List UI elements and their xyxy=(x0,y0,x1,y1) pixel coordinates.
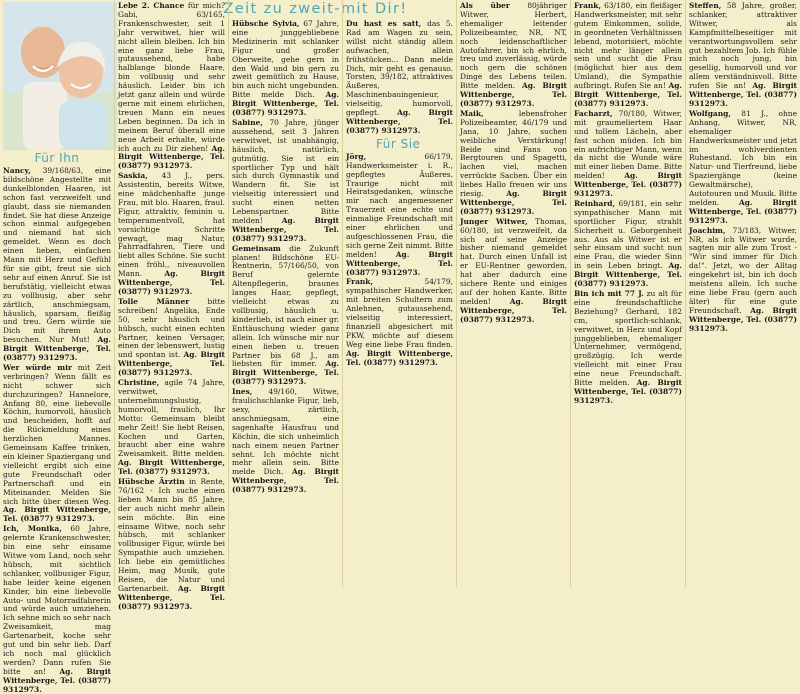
ad-lead: Frank, xyxy=(574,1,602,10)
ad-contact: Ag. Birgit Wittenberge, Tel. (03877) 9312973. xyxy=(574,261,682,289)
ad-text: agile 74 Jahre, verwitwet, unternehmungslustig, humorvoll, fraulich, Ihr Motto: Gemeinsam bleibt mehr Zeit! Sie liebt Reisen, Kochen und Garten, braucht aber eine wahre Zweisamkeit. Bitte melden. xyxy=(118,378,225,459)
ad-item xyxy=(3,364,111,524)
ad-lead: Als über xyxy=(460,1,510,10)
ad-lead: Nancy, xyxy=(3,166,31,175)
ad-text: Thomas, 60/180, ist verzweifelt, da sich auf seine Anzeige bisher niemand gemeldet hat. Durch einen Unfall ist er EU-Rentner geworden, hat aber dadurch eine sichere Rente und einiges auf der hohen Kante. Bitte melden! xyxy=(460,216,567,306)
ad-item xyxy=(346,153,453,278)
ad-lead: Sabine, xyxy=(232,117,263,127)
column-2 xyxy=(114,0,228,611)
ad-text: das 5. Rad am Wagen zu sein, willst nicht ständig allein aufwachen, allein frühstücken... Dann melde Dich, mir geht es genauso. Torsten, 39/182, attraktives Äußeres, Maschinenbauingenieur, vielseitig, humorvoll, gepflegt. xyxy=(346,19,453,118)
ad-contact: Ag. Birgit Wittenberge, Tel. (03877) 9312973. xyxy=(574,171,682,199)
ad-text: 73/183, Witwer, NR, als ich Witwer wurde, sagten mir alle zum Trost - "Wir sind immer für Dich da!". Jetzt, wo der Alltag eingekehrt ist, bin ich doch meistens allein. Ich suche eine liebe Frau (gern auch älter) für eine gute Freundschaft. xyxy=(689,225,797,315)
ad-contact: Ag. Birgit Wittenberge, Tel. (03877) 9312973. xyxy=(232,215,339,243)
ad-contact: Ag. Birgit Wittenberge, Tel. (03877) 9312973. xyxy=(689,81,797,108)
ad-contact: Ag. Birgit Wittenberge, Tel. (03877) 9312973. xyxy=(118,350,225,378)
ad-item xyxy=(118,379,225,477)
ad-lead: Jörg, xyxy=(346,151,367,161)
ad-text: zu alt für eine freundschaftliche Beziehung? Gerhard, 182 cm, sportlich-schlank, verwitwet, in Herz und Kopf junggeblieben, ehemaliger Unternehmer, vermögend, großzügig. Ich werde vielleicht mit einer Frau eine neue Freundschaft. Bitte melden. xyxy=(574,289,682,388)
ad-contact: Ag. Birgit Wittenberge, Tel. (03877) 9312973. xyxy=(3,666,111,694)
ad-contact: Ag. Birgit Wittenberge, Tel. (03877) 9312973. xyxy=(232,467,339,495)
ad-text: 63/180, ein fleißiger Handwerksmeister, mit sehr gutem Einkommen, solide, in geordneten Verhältnissen lebend, motorisiert, möchte nicht mehr länger allein sein und sucht die Frau (möglichst hier aus dem Umland), die Sympathie aufbringt. Rufen Sie an! xyxy=(574,1,682,91)
ad-text: 70/180, Witwer, mit graumeliertem Haar und tollem Lächeln, aber fast schon müden. Ich bin ein aufrichtiger Mann, wenn da nicht die Wunde wäre mit einer lieben Dame. Bitte melden! xyxy=(574,108,682,181)
page-banner: Zeit zu zweit-mit Dir! xyxy=(223,1,408,17)
column-3 xyxy=(228,0,342,587)
ad-item xyxy=(3,525,111,694)
ad-contact: Ag. Birgit Wittenberge, Tel. (03877) 9312973. xyxy=(232,359,339,387)
ad-contact: Ag. Birgit Wittenberge, Tel. (03877) 9312973. xyxy=(118,583,225,611)
ad-lead: Gemeinsam xyxy=(232,243,281,253)
ad-lead: Saskia, xyxy=(118,171,148,181)
section-header-fuer-ihn: Für Ihn xyxy=(34,151,80,165)
ad-contact: Ag. Birgit Wittenberge, Tel. (03877) 9312973. xyxy=(118,458,225,477)
ad-text: 58 Jahre, großer, schlanker, attraktiver Witwer, als Kampfmittelbeseitiger mit verantwortungsvollem sehr gut bezahltem Job. Ich fühle mich noch jung, bin gesellig, humorvoll und vor allem verständnisvoll. Bitte rufen Sie an! xyxy=(689,1,797,91)
ad-lead: Hübsche Sylvia, xyxy=(232,19,300,28)
section-header-fuer-sie: Für Sie xyxy=(376,136,421,151)
ad-item xyxy=(574,110,682,199)
ad-lead: Hübsche Ärztin xyxy=(118,477,185,487)
ad-text: für mich? Gabi, 63/165, Frankenschwester, seit 1 Jahr verwitwet, hier will nicht allein bleiben. Ich bin eine ganz liebe Frau, gutaussehend, habe halblange blonde Haare, bin vollbusig und sehr häuslich. Leider bin ich jetzt ganz allein und würde gerne mit einem ehrlichen, treuen Mann ein neues Leben beginnen. Da ich in meinem Beruf überall eine neue Arbeit erhalte, würde ich auch zu Dir ziehen! xyxy=(118,1,225,153)
ad-contact: Ag. Birgit Wittenberge, Tel. (03877) 9312973. xyxy=(346,108,453,135)
ad-contact: Ag. Birgit Wittenberge, Tel. (03877) 9312973. xyxy=(3,335,111,363)
ad-lead: Frank, xyxy=(346,277,374,287)
ad-contact: Ag. Birgit Wittenberge, Tel. (03877) 9312973. xyxy=(574,81,682,108)
ad-contact: Ag. Birgit Wittenberge, Tel. (03877) 9312973. xyxy=(574,378,682,405)
ad-contact: Ag. Birgit Wittenberge, Tel. (03877) 9312973. xyxy=(689,305,797,333)
ad-text: 60 Jahre, gelernte Krankenschwester, bin eine sehr einsame Witwe vom Land, noch sehr hübsch, mit sichtlich schlanker, vollbusiger Figur, habe leider keine eigenen Kinder, bin eine liebevolle Auto- und Motorradfahrerin und würde auch umziehen. Ich sehne mich so sehr nach Zweisamkeit, mag Gartenarbeit, koche sehr gut und bin sehr lieb. Darf ich noch mal glücklich werden? Dann rufen Sie bitte an! xyxy=(3,524,111,676)
ad-item xyxy=(460,218,567,325)
couple-illustration xyxy=(3,2,117,150)
ad-lead: Bin ich mit 77 J. xyxy=(574,289,644,298)
ad-lead: Reinhard, xyxy=(574,198,616,208)
ad-item xyxy=(689,227,797,334)
ad-lead: Wer würde mir xyxy=(3,362,72,372)
ad-lead: Du hast es satt, xyxy=(346,19,422,28)
column-1 xyxy=(0,0,114,694)
ad-item xyxy=(574,290,682,406)
ad-item xyxy=(232,119,339,244)
ad-text: 66/179, Handwerksmeister i. R., gepflegtes Äußeres. Traurige nicht mit Heiratsgedanken, wünsche mir nach angemessener Trauerzeit eine echte und einmalige Freundschaft mit einer ehrlichen und aufgeschlossenen Frau, die sich gerne Zeit nimmt. Bitte melden! xyxy=(346,151,453,259)
ad-lead: Ines, xyxy=(232,387,253,397)
ad-contact: Ag. Birgit Wittenberge, Tel. (03877) 9312973. xyxy=(118,269,225,296)
ad-item xyxy=(346,20,453,136)
ad-text: 70 Jahre, jünger aussehend, seit 3 Jahren verwitwet, ist unabhängig, häuslich, natürlich, gutmütig. Sie ist ein sportlicher Typ und hält sich durch Gymnastik und Wandern fit. Sie ist vielseitig interessiert und sucht einen netten Lebenspartner. Bitte melden! xyxy=(232,117,339,225)
ad-text: 80jähriger Witwer, Herbert, ehemaliger leitender Polizeibeamter, NR, NT, noch leidenschaftlicher Autofahrer, bin ich ehrlich, treu und zuverlässig, würde noch gern die schönen Dinge des Lebens teilen. Bitte melden. xyxy=(460,1,567,91)
ad-text: 67 Jahre, eine junggebliebene Medizinerin mit schlanker Figur und großer Oberweite, gehe gern in den Wald und bin gern zu zweit gemütlich zu Hause, bin auch nicht ungebunden. Bitte melde Dich. xyxy=(232,19,339,100)
ad-contact: Ag. Birgit Wittenberge, Tel. (03877) 9312973. xyxy=(3,505,111,524)
ad-contact: Ag. Birgit Wittenberge, Tel. (03877) 9312973. xyxy=(689,197,797,225)
ad-text: 49/160, Witwe, fraulichschlanke Figur, lieb, sexy, zärtlich, anschmiegsam, eine sagenhafte Hausfrau und Köchin, die sich unheimlich nach einem neuen Partner sehnt. Ich möchte nicht mehr allein sein. Bitte melde Dich. xyxy=(232,387,339,477)
column-5 xyxy=(456,0,570,587)
ad-contact: Ag. Birgit Wittenberge, Tel. (03877) 9312973. xyxy=(460,81,567,108)
ad-item xyxy=(689,2,797,109)
ad-text: die Zukunft planen! Bildschöne EU-Rentnerin, 57/166/50, von Beruf gelernte Altenpflegerin, braunes langes Haar, gepflegt, vielleicht etwas zu vollbusig, häuslich u. kinderlieb, ist nach einer gr. Enttäuschung wieder ganz allein. Ich wünsche mir nur einen lieben u. treuen Partner bis 68 J., am liebsten für immer. xyxy=(232,243,339,369)
ad-item xyxy=(232,388,339,495)
ad-contact: Ag. Birgit Wittenberge, Tel. (03877) 9312973. xyxy=(346,249,453,277)
ad-text: 69/181, ein sehr sympathischer Mann mit sportlicher Figur, strahlt Sicherheit u. Geborgenheit aus. Aus als Witwer ist er sehr einsam und sucht nun eine Frau, die wieder Sinn in sein Leben bringt. xyxy=(574,198,682,271)
ad-text: lebensfroher Polizeibeamter, 46/179 und Jana, 10 Jahre, suchen weibliche Verstärkung! Beide sind Fans von Bergtouren und Spagetti, lachen viel, machen verrückte Sachen. Über ein liebes Hallo freuen wir uns riesig. xyxy=(460,108,567,199)
ad-item xyxy=(118,172,225,297)
couple-photo xyxy=(3,2,111,150)
ad-item xyxy=(232,20,339,118)
ad-lead: Steffen, xyxy=(689,1,722,10)
ad-item xyxy=(689,110,797,226)
ad-text: bitte schreiben! Angelika, Ende 50, sehr häuslich und hübsch, sucht einen echten Partner, keinen Versager, einen der lebenswert, lustig und spontan ist. xyxy=(118,296,225,360)
column-6 xyxy=(570,0,685,587)
ad-lead: Tolle Männer xyxy=(118,296,190,306)
ad-item xyxy=(118,298,225,378)
ad-item xyxy=(574,200,682,289)
ad-lead: Christine, xyxy=(118,378,160,388)
ad-lead: Facharzt, xyxy=(574,108,613,118)
ad-text: 39/168/63, eine bildschöne Angestellte mit dunkelblonden Haaren, ist schon fast verzweifelt und glaubt, dass sie niemanden findet. Sie hat diese Anzeige schon einmal aufgegeben und niemand hat sich gemeldet. Wenn es doch einen lieben, einfachen Mann mit Herz und Gefühl für sie gibt, freut sie sich sehr auf einen Anruf. Sie ist berufstätig, vielleicht etwas zu vollbusig, aber sehr zärtlich, anschmiegsam, häuslich, sparsam, fleißig und treu. Gern würde sie Dich mit ihrem Auto besuchen. Nur Mut! xyxy=(3,166,111,345)
ad-item xyxy=(460,110,567,217)
ad-lead: Wolfgang, xyxy=(689,108,731,118)
ad-lead: Lebe 2. Chance xyxy=(118,1,185,10)
column-4 xyxy=(342,0,456,587)
ad-lead: Maik, xyxy=(460,108,484,118)
ad-lead: Junger Witwer, xyxy=(460,216,528,226)
ad-text: 81 J., ohne Anhang, Witwer, NR, ehemaliger Handwerksmeister und jetzt im wohlverdienten Ruhestand. Ich bin ein Natur- und Tierfreund, liebe Spaziergänge (keine Gewaltmärsche), Autotouren und Musik. Bitte melden. xyxy=(689,108,797,207)
ad-item xyxy=(118,2,225,171)
ad-text: 54/179, sympathischer Handwerker, mit breiten Schultern zum Anlehnen, gutaussehend, vielseitig interessiert, finanziell abgesichert mit PKW, möchte auf diesem Weg eine liebe Frau finden. xyxy=(346,277,453,349)
ad-contact: Ag. Birgit Wittenberge, Tel. (03877) 9312973. xyxy=(232,90,339,118)
ad-text: 43 J., pers. Assistentin, bereits Witwe, eine mädchenhafte junge Frau, mit blo. Haaren, fraul. Figur, attraktiv, feminin u. temperamentvoll, hat vorsichtige Schritte gewagt, mag Natur, Fahrradfahren, Tiere und liebt alles Schöne. Sie sucht einen fröhl., niveauvollen Mann. xyxy=(118,171,225,279)
ad-contact: Ag. Birgit Wittenberge, Tel. (03877) 9312973. xyxy=(460,189,567,216)
ad-text: mit Zeit verbringen? Wenn fällt es nicht schwer sich durchzuringen? Hannelore, Anfang 80, eine liebevolle Köchin, humorvoll, häuslich und bescheiden, hofft auf die Rückmeldung eines herzlichen Mannes. Gemeinsam Kaffee trinken, ein kleiner Spaziergang und vielleicht ergibt sich eine gute Freundschaft oder Partnerschaft und ein Miteinander. Melden Sie sich bitte über diesen Weg. xyxy=(3,362,111,506)
ad-text: in Rente, 76/162 - Ich suche einen lieben Mann bis 85 Jahre, der auch nicht mehr allein sein möchte. Bin eine einsame Witwe, noch sehr hübsch, mit schlanker vollbusiger Figur, würde bei Sympathie auch umziehen. Ich liebe ein gemütliches Heim, mag Musik, gute Reisen, die Natur und Gartenarbeit. xyxy=(118,477,225,593)
ad-item xyxy=(232,245,339,388)
column-7 xyxy=(685,0,800,587)
ad-lead: Ich, Monika, xyxy=(3,524,62,534)
ad-item xyxy=(118,478,225,612)
ad-item xyxy=(3,167,111,363)
ad-contact: Ag. Birgit Wittenberge, Tel. (03877) 9312973. xyxy=(118,143,225,171)
ad-item xyxy=(346,278,453,367)
ad-contact: Ag. Birgit Wittenberge, Tel. (03877) 9312973. xyxy=(460,296,567,324)
ad-contact: Ag. Birgit Wittenberge, Tel. (03877) 9312973. xyxy=(346,348,453,367)
ad-item xyxy=(460,2,567,109)
ad-lead: Joachim, xyxy=(689,225,726,235)
ad-item xyxy=(574,2,682,109)
